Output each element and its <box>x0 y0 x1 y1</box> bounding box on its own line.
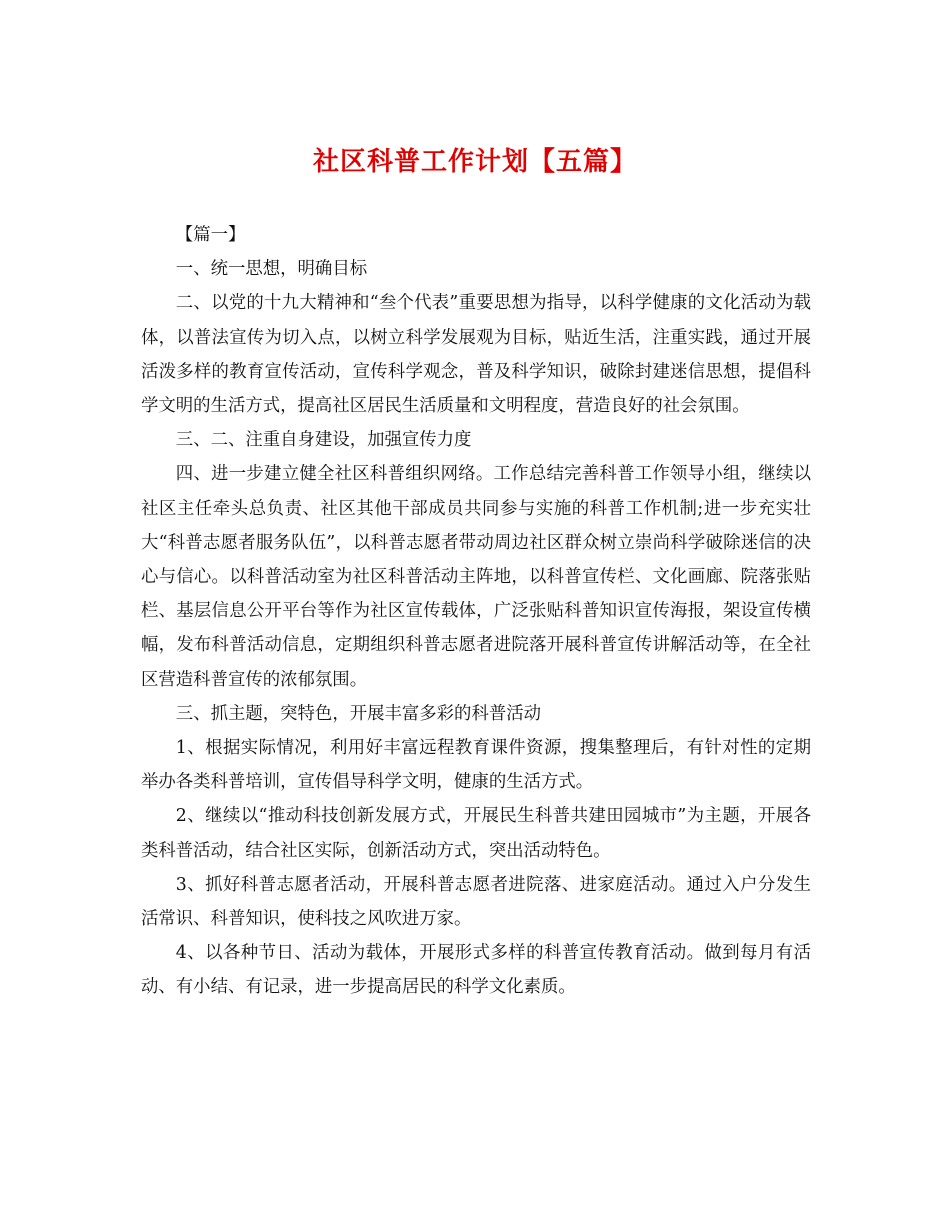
paragraph: 3、抓好科普志愿者活动，开展科普志愿者进院落、进家庭活动。通过入户分发生活常识、科普知识，使科技之风吹进万家。 <box>141 874 811 930</box>
paragraph: 三、二、注重自身建设，加强宣传力度 <box>175 430 472 451</box>
section-heading: 【篇一】 <box>175 225 246 245</box>
paragraph: 4、以各种节日、活动为载体，开展形式多样的科普宣传教育活动。做到每月有活动、有小结、有记录，进一步提高居民的科学文化素质。 <box>141 943 811 998</box>
paragraph: 一、统一思想，明确目标 <box>175 259 368 280</box>
document-title: 社区科普工作计划【五篇】 <box>312 147 637 177</box>
paragraph: 1、根据实际情况，利用好丰富远程教育课件资源，搜集整理后，有针对性的定期举办各类科普培训，宣传倡导科学文明，健康的生活方式。 <box>141 738 811 793</box>
paragraph: 三、抓主题，突特色，开展丰富多彩的科普活动 <box>175 703 542 724</box>
paragraph: 二、以党的十九大精神和“叁个代表”重要思想为指导，以科学健康的文化活动为载体，以普法宣传为切入点，以树立科学发展观为目标，贴近生活，注重实践，通过开展活泼多样的教育宣传活动，宣传科学观念，普及科学知识，破除封建迷信思想，提倡科学文明的生活方式，提高社区居民生活质量和文明程度，营造良好的社会氛围。 <box>141 293 811 417</box>
document-body <box>141 218 811 1005</box>
paragraph: 四、进一步建立健全社区科普组织网络。工作总结完善科普工作领导小组，继续以社区主任牵头总负责、社区其他干部成员共同参与实施的科普工作机制;进一步充实壮大“科普志愿者服务队伍”，以科普志愿者带动周边社区群众树立崇尚科学破除迷信的决心与信心。以科普活动室为社区科普活动主阵地，以科普宣传栏、文化画廊、院落张贴栏、基层信息公开平台等作为社区宣传载体，广泛张贴科普知识宣传海报，架设宣传横幅，发布科普活动信息，定期组织科普志愿者进院落开展科普宣传讲解活动等，在全社区营造科普宣传的浓郁氛围。 <box>141 464 811 690</box>
paragraph: 2、继续以“推动科技创新发展方式，开展民生科普共建田园城市”为主题，开展各类科普活动，结合社区实际，创新活动方式，突出活动特色。 <box>141 806 811 861</box>
